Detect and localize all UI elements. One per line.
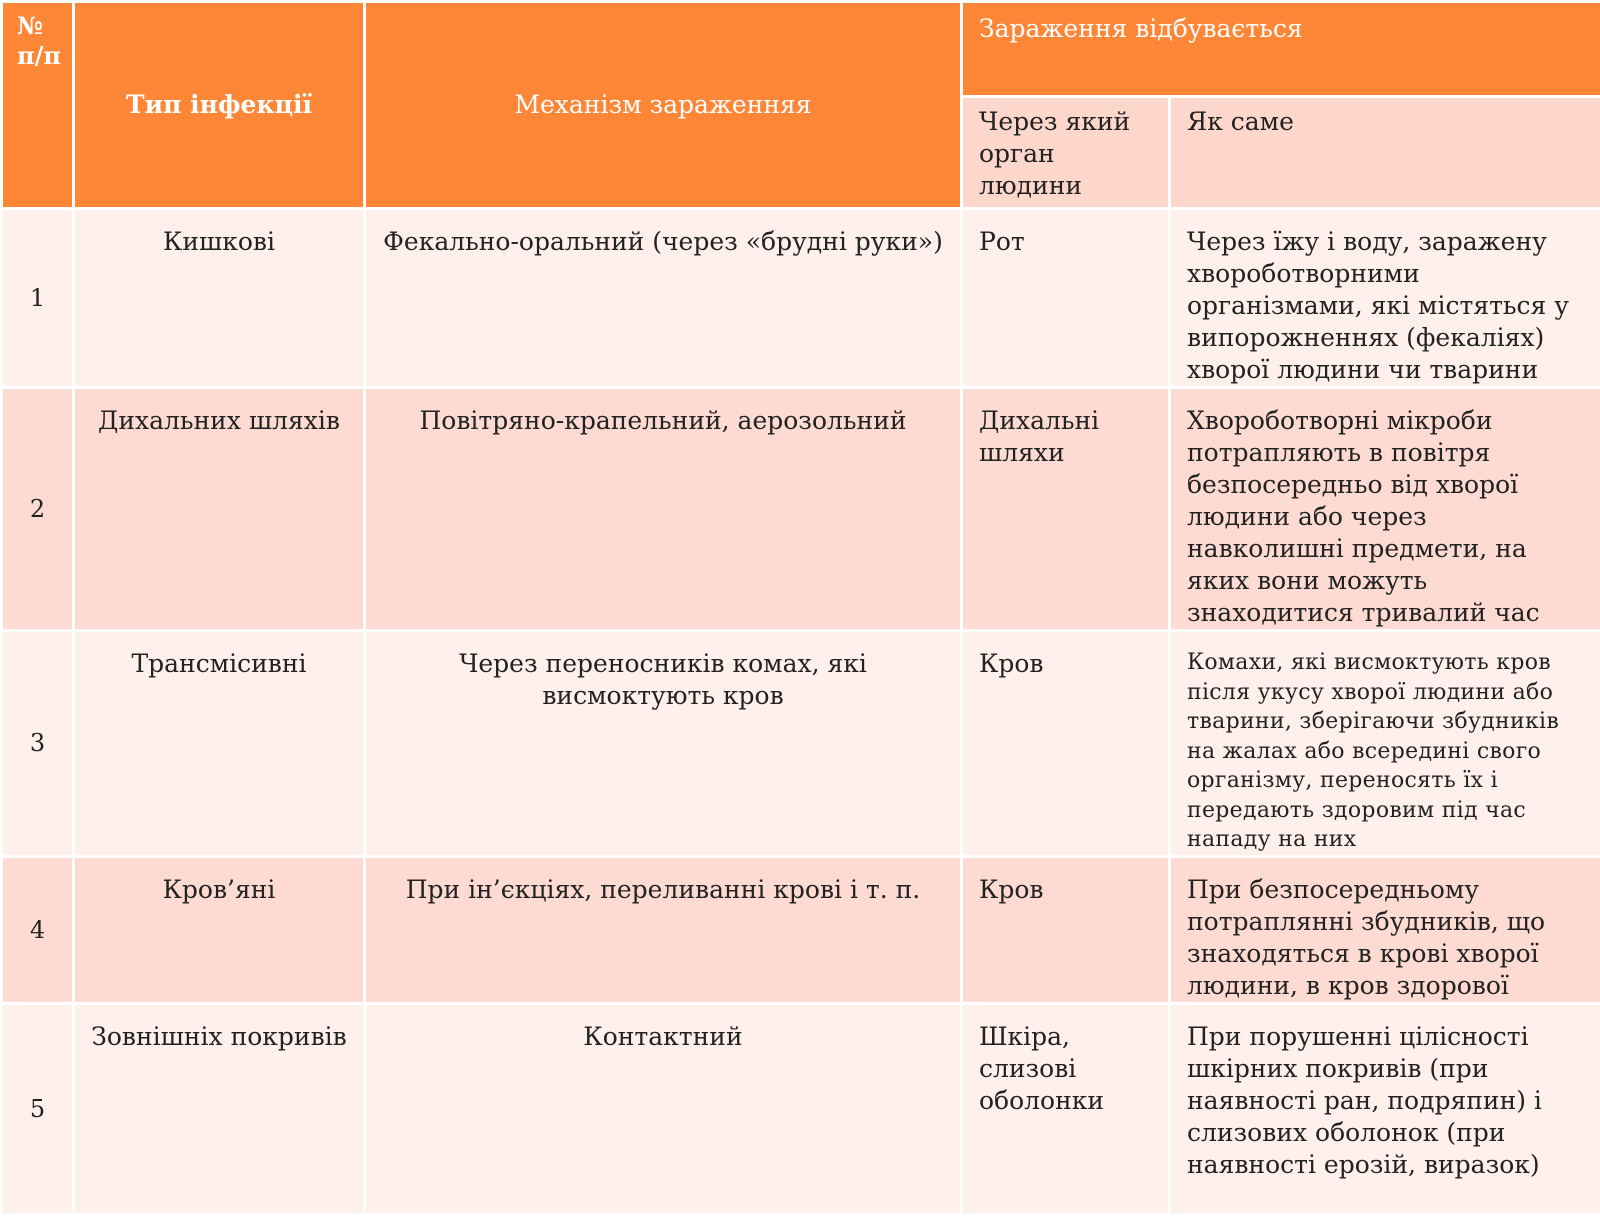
row-infection-type: Кишкові (74, 209, 365, 388)
header-infection-occurs: Зараження відбувається (962, 2, 1600, 97)
row-organ: Кров (962, 856, 1170, 1003)
row-mechanism: Через переносників комах, які висмоктують кров (365, 631, 962, 857)
row-organ: Шкіра, слизові оболонки (962, 1003, 1170, 1214)
row-infection-type: Кров’яні (74, 856, 365, 1003)
row-infection-type: Зовнішніх покривів (74, 1003, 365, 1214)
row-number: 4 (2, 856, 74, 1003)
row-organ: Кров (962, 631, 1170, 857)
row-how: Через їжу і воду, заражену хвороботворними організмами, які містяться у випорожненнях (фекаліях) хворої людини чи тварини (1170, 209, 1600, 388)
row-organ: Рот (962, 209, 1170, 388)
header-how: Як саме (1170, 97, 1600, 209)
row-number: 3 (2, 631, 74, 857)
row-how: Комахи, які висмоктують кров після укусу хворої людини або тварини, зберігаючи збудників на жалах або всередині свого організму, переносять їх і передають здоровим під час нападу на них (1170, 631, 1600, 857)
table-row (2, 209, 1600, 388)
table-row (2, 856, 1600, 1003)
header-organ: Через який орган людини (962, 97, 1170, 209)
row-mechanism: Повітряно-крапельний, аерозольний (365, 388, 962, 631)
row-how: При безпосередньому потраплянні збудників, що знаходяться в крові хворої людини, в кров здорової (1170, 856, 1600, 1003)
row-number: 1 (2, 209, 74, 388)
header-number: № п/п (2, 2, 74, 209)
row-how: Хвороботворні мікроби потрапляють в повітря безпосередньо від хворої людини або через навколишні предмети, на яких вони можуть знаходитися тривалий час (1170, 388, 1600, 631)
row-infection-type: Трансмісивні (74, 631, 365, 857)
row-infection-type: Дихальних шляхів (74, 388, 365, 631)
row-number: 2 (2, 388, 74, 631)
row-how: При порушенні цілісності шкірних покривів (при наявності ран, подряпин) і слизових оболонок (при наявності ерозій, виразок) (1170, 1003, 1600, 1214)
row-mechanism: Фекально-оральний (через «брудні руки») (365, 209, 962, 388)
row-organ: Дихальні шляхи (962, 388, 1170, 631)
table-row (2, 388, 1600, 631)
row-mechanism: Контактний (365, 1003, 962, 1214)
table-row (2, 631, 1600, 857)
table-row (2, 1003, 1600, 1214)
header-mechanism: Механізм зараженняя (365, 2, 962, 209)
row-number: 5 (2, 1003, 74, 1214)
header-infection-type: Тип інфекції (74, 2, 365, 209)
row-mechanism: При ін’єкціях, переливанні крові і т. п. (365, 856, 962, 1003)
header-row (2, 2, 1600, 97)
